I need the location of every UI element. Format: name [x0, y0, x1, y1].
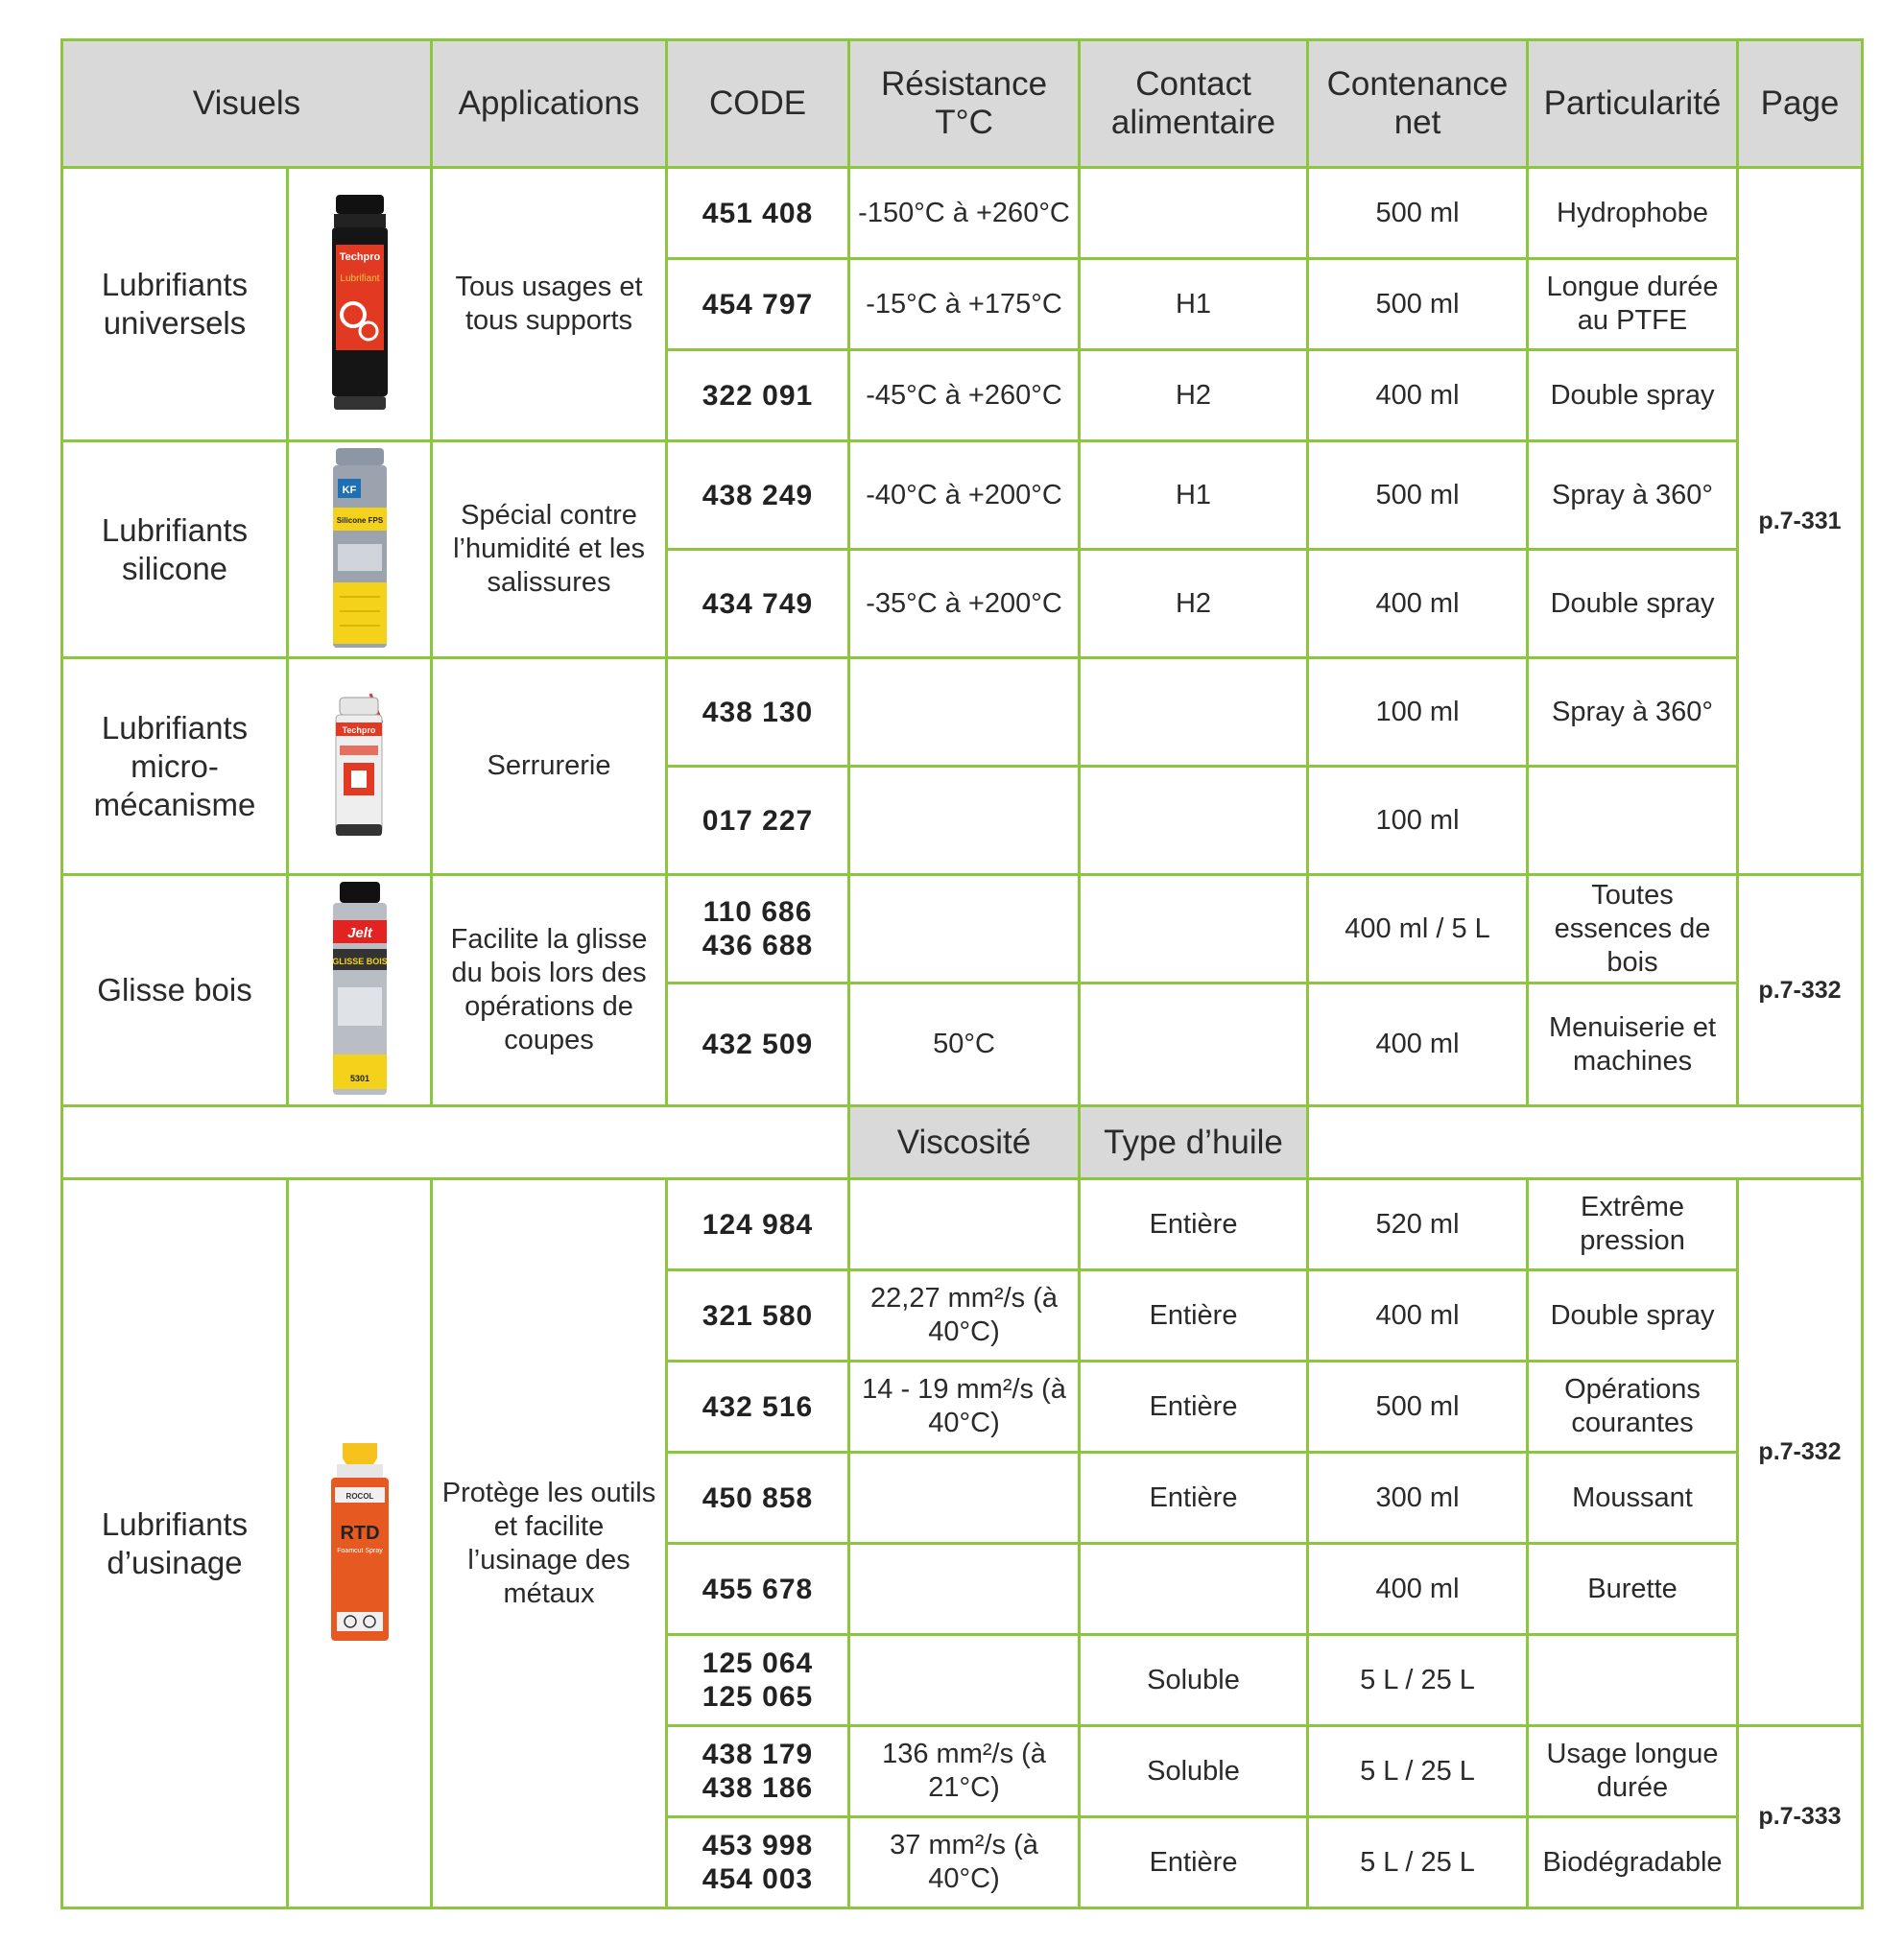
particularite-cell: Longue durée au PTFE [1528, 259, 1738, 350]
category-name: Lubrifiants universels [62, 168, 288, 441]
particularite-cell: Hydrophobe [1528, 168, 1738, 259]
code-cell [667, 1817, 849, 1908]
particularite-cell [1528, 1635, 1738, 1726]
type-cell: Soluble [1080, 1726, 1308, 1817]
resistance-cell: -15°C à +175°C [849, 259, 1080, 350]
code-cell: 438 130 [667, 658, 849, 767]
contenance-cell: 400 ml [1308, 550, 1528, 658]
contenance-cell: 500 ml [1308, 441, 1528, 550]
resistance-cell: -45°C à +260°C [849, 350, 1080, 441]
table-row [62, 441, 1863, 550]
contact-cell [1080, 875, 1308, 983]
sub-header-row [62, 1106, 1863, 1179]
sub-header-blank [62, 1106, 849, 1179]
type-cell: Entière [1080, 1362, 1308, 1453]
code-line: 454 003 [702, 1863, 814, 1895]
code-cell: 432 516 [667, 1362, 849, 1453]
page-reference: p.7-332 [1738, 875, 1863, 1106]
svg-text:GLISSE BOIS: GLISSE BOIS [331, 957, 388, 966]
application-text: Spécial contre l’humidité et les salissures [432, 441, 667, 658]
header-viscosite: Viscosité [849, 1106, 1080, 1179]
contenance-cell: 500 ml [1308, 259, 1528, 350]
contenance-cell: 400 ml / 5 L [1308, 875, 1528, 983]
resistance-cell: 50°C [849, 983, 1080, 1106]
product-visual [288, 168, 432, 441]
product-visual [288, 658, 432, 875]
code-cell: 438 249 [667, 441, 849, 550]
header-row [62, 40, 1863, 168]
particularite-cell: Extrême pression [1528, 1179, 1738, 1270]
product-table [60, 38, 1864, 1909]
category-name: Lubrifiants silicone [62, 441, 288, 658]
contenance-cell: 400 ml [1308, 983, 1528, 1106]
viscosite-cell [849, 1635, 1080, 1726]
resistance-cell: -150°C à +260°C [849, 168, 1080, 259]
svg-text:5301: 5301 [349, 1074, 369, 1083]
code-line: 110 686 [702, 896, 813, 928]
header-contact: Contact alimentaire [1080, 40, 1308, 168]
code-line: 438 186 [702, 1772, 814, 1804]
product-visual [288, 1179, 432, 1908]
code-line: 125 064 [702, 1647, 814, 1679]
type-cell: Entière [1080, 1179, 1308, 1270]
resistance-cell [849, 875, 1080, 983]
application-text: Serrurerie [432, 658, 667, 875]
code-cell: 322 091 [667, 350, 849, 441]
code-cell: 454 797 [667, 259, 849, 350]
type-cell: Entière [1080, 1270, 1308, 1362]
particularite-cell: Opérations courantes [1528, 1362, 1738, 1453]
svg-text:Techpro: Techpro [339, 251, 380, 263]
code-line: 125 065 [702, 1681, 814, 1713]
particularite-cell: Menuiserie et machines [1528, 983, 1738, 1106]
spray-can-icon [326, 195, 393, 414]
code-cell: 124 984 [667, 1179, 849, 1270]
contenance-cell: 400 ml [1308, 350, 1528, 441]
svg-text:ROCOL: ROCOL [345, 1491, 373, 1501]
contenance-cell: 5 L / 25 L [1308, 1726, 1528, 1817]
type-cell: Entière [1080, 1817, 1308, 1908]
header-page: Page [1738, 40, 1863, 168]
product-visual [288, 441, 432, 658]
viscosite-cell: 22,27 mm²/s (à 40°C) [849, 1270, 1080, 1362]
contact-cell [1080, 983, 1308, 1106]
application-text: Protège les outils et facilite l’usinage des métaux [432, 1179, 667, 1908]
application-text: Tous usages et tous supports [432, 168, 667, 441]
contact-cell [1080, 767, 1308, 875]
header-particularite: Particularité [1528, 40, 1738, 168]
contact-cell [1080, 658, 1308, 767]
contenance-cell: 400 ml [1308, 1270, 1528, 1362]
spray-can-icon [328, 882, 392, 1099]
contenance-cell: 400 ml [1308, 1544, 1528, 1635]
type-cell: Entière [1080, 1453, 1308, 1544]
contenance-cell: 520 ml [1308, 1179, 1528, 1270]
contact-cell: H2 [1080, 550, 1308, 658]
particularite-cell: Double spray [1528, 1270, 1738, 1362]
svg-text:Silicone FPS: Silicone FPS [336, 515, 383, 525]
svg-text:RTD: RTD [339, 1522, 380, 1544]
resistance-cell [849, 658, 1080, 767]
particularite-cell: Double spray [1528, 350, 1738, 441]
svg-text:Lubrifiant: Lubrifiant [339, 273, 380, 284]
viscosite-cell [849, 1179, 1080, 1270]
contact-cell [1080, 168, 1308, 259]
category-name: Glisse bois [62, 875, 288, 1106]
code-cell: 321 580 [667, 1270, 849, 1362]
code-cell: 434 749 [667, 550, 849, 658]
svg-text:Foamcut Spray: Foamcut Spray [336, 1547, 383, 1554]
resistance-cell: -40°C à +200°C [849, 441, 1080, 550]
category-name: Lubrifiants d’usinage [62, 1179, 288, 1908]
contenance-cell: 100 ml [1308, 658, 1528, 767]
contenance-cell: 100 ml [1308, 767, 1528, 875]
particularite-cell: Spray à 360° [1528, 441, 1738, 550]
particularite-cell: Biodégradable [1528, 1817, 1738, 1908]
viscosite-cell [849, 1544, 1080, 1635]
viscosite-cell: 136 mm²/s (à 21°C) [849, 1726, 1080, 1817]
spray-can-icon [325, 1443, 394, 1645]
code-cell: 455 678 [667, 1544, 849, 1635]
particularite-cell: Burette [1528, 1544, 1738, 1635]
application-text: Facilite la glisse du bois lors des opérations de coupes [432, 875, 667, 1106]
code-cell: 451 408 [667, 168, 849, 259]
contenance-cell: 300 ml [1308, 1453, 1528, 1544]
particularite-cell [1528, 767, 1738, 875]
code-line: 453 998 [702, 1830, 814, 1861]
table-row [62, 658, 1863, 767]
contenance-cell: 500 ml [1308, 168, 1528, 259]
code-line: 436 688 [702, 930, 814, 961]
header-applications: Applications [432, 40, 667, 168]
svg-text:KF: KF [342, 484, 356, 496]
table-row [62, 875, 1863, 983]
particularite-cell: Usage longue durée [1528, 1726, 1738, 1817]
header-contenance: Contenance net [1308, 40, 1528, 168]
contact-cell: H1 [1080, 259, 1308, 350]
particularite-cell: Spray à 360° [1528, 658, 1738, 767]
particularite-cell: Toutes essences de bois [1528, 875, 1738, 983]
header-code: CODE [667, 40, 849, 168]
code-line: 438 179 [702, 1739, 814, 1770]
svg-text:Jelt: Jelt [346, 925, 372, 941]
product-visual [288, 875, 432, 1106]
spray-can-icon [328, 448, 392, 652]
page-reference: p.7-332 [1738, 1179, 1863, 1726]
contenance-cell: 5 L / 25 L [1308, 1635, 1528, 1726]
code-cell [667, 1726, 849, 1817]
code-cell: 450 858 [667, 1453, 849, 1544]
header-resistance: Résistance T°C [849, 40, 1080, 168]
code-cell [667, 875, 849, 983]
viscosite-cell: 37 mm²/s (à 40°C) [849, 1817, 1080, 1908]
type-cell: Soluble [1080, 1635, 1308, 1726]
page-reference: p.7-333 [1738, 1726, 1863, 1908]
page-reference: p.7-331 [1738, 168, 1863, 875]
viscosite-cell: 14 - 19 mm²/s (à 40°C) [849, 1362, 1080, 1453]
particularite-cell: Double spray [1528, 550, 1738, 658]
resistance-cell: -35°C à +200°C [849, 550, 1080, 658]
spray-can-icon [326, 690, 393, 843]
code-cell: 432 509 [667, 983, 849, 1106]
type-cell [1080, 1544, 1308, 1635]
contact-cell: H2 [1080, 350, 1308, 441]
resistance-cell [849, 767, 1080, 875]
contact-cell: H1 [1080, 441, 1308, 550]
contenance-cell: 5 L / 25 L [1308, 1817, 1528, 1908]
sub-header-blank [1308, 1106, 1863, 1179]
category-name: Lubrifiants micro-mécanisme [62, 658, 288, 875]
header-type-huile: Type d’huile [1080, 1106, 1308, 1179]
header-visuels: Visuels [62, 40, 432, 168]
viscosite-cell [849, 1453, 1080, 1544]
code-cell: 017 227 [667, 767, 849, 875]
particularite-cell: Moussant [1528, 1453, 1738, 1544]
svg-text:Techpro: Techpro [342, 724, 375, 735]
table-row [62, 1179, 1863, 1270]
contenance-cell: 500 ml [1308, 1362, 1528, 1453]
code-cell [667, 1635, 849, 1726]
table-row [62, 168, 1863, 259]
